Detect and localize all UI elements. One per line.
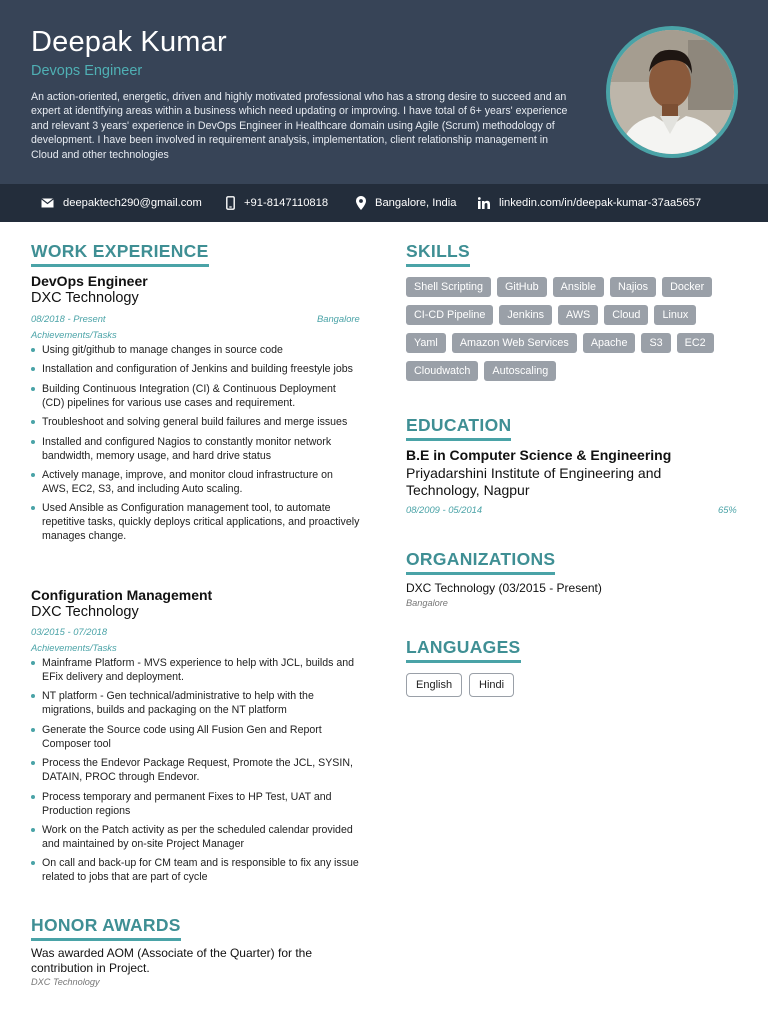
job-title: DevOps Engineer (31, 273, 148, 289)
skill-chip: GitHub (497, 277, 547, 297)
contact-bar (0, 184, 768, 222)
profile-summary: An action-oriented, energetic, driven and highly motivated professional who has a strong desire to succeed and an expert at identifying areas within a business which need updating or improving. I have total of 6+ years' experience and relevant 3 years' experience in DevOps Engineer in Healthcare domain using Agile (Scrum) methodology of development. I have been involved in requirement analysis, implementation, client relationship management in Cloud and other technologies (31, 91, 568, 161)
honor-awards-heading: HONOR AWARDS (31, 915, 181, 941)
organizations-heading: ORGANIZATIONS (406, 549, 555, 575)
education-heading: EDUCATION (406, 415, 511, 441)
organization-name: DXC Technology (03/2015 - Present) (406, 581, 602, 595)
skill-chip: Docker (662, 277, 712, 297)
contact-location (356, 184, 456, 222)
job-role: Devops Engineer (31, 63, 143, 79)
language-tag-english: English (406, 673, 462, 697)
education-school: Priyadarshini Institute of Engineering and Technology, Nagpur (406, 465, 662, 498)
location-pin-icon (356, 196, 366, 210)
list-item: Work on the Patch activity as per the scheduled calendar provided and maintained by on-site Project Manager (31, 823, 361, 851)
skill-chip: Apache (583, 333, 636, 353)
list-item: Troubleshoot and solving general build failures and merge issues (31, 415, 361, 429)
skill-chip: S3 (641, 333, 670, 353)
list-item: Building Continuous Integration (CI) & Continuous Deployment (CD) pipelines for various use cases and requirement. (31, 382, 361, 410)
list-item: Mainframe Platform - MVS experience to help with JCL, builds and EFix delivery and deployment. (31, 656, 361, 684)
person-name: Deepak Kumar (31, 26, 227, 58)
skill-row (406, 361, 746, 381)
job-location: Bangalore (317, 313, 360, 324)
job-tasks-label: Achievements/Tasks (31, 329, 117, 340)
skill-row (406, 277, 746, 297)
skill-chip: Shell Scripting (406, 277, 491, 297)
skill-chip: AWS (558, 305, 598, 325)
job-title: Configuration Management (31, 587, 213, 603)
list-item: On call and back-up for CM team and is responsible to fix any issue related to jobs that are part of cycle (31, 856, 361, 884)
skill-row (406, 333, 746, 353)
phone-icon (226, 196, 235, 210)
skills-list (406, 277, 746, 389)
list-item: Generate the Source code using All Fusion Gen and Report Composer tool (31, 723, 361, 751)
profile-photo (610, 30, 734, 154)
skill-chip: Najios (610, 277, 656, 297)
skill-chip: Cloud (604, 305, 648, 325)
skill-chip: Amazon Web Services (452, 333, 577, 353)
phone-text: +91-8147110818 (244, 197, 329, 209)
job-tasks-label: Achievements/Tasks (31, 642, 117, 653)
profile-photo-frame (606, 26, 738, 158)
list-item: Used Ansible as Configuration management tool, to automate repetitive tasks, quickly deploys critical applications, and proactively manages change. (31, 501, 361, 543)
list-item: Actively manage, improve, and monitor cloud infrastructure on AWS, EC2, S3, and including Auto scaling. (31, 468, 361, 496)
job-bullet-list (31, 343, 361, 549)
email-text: deepaktech290@gmail.com (63, 197, 202, 209)
job-bullet-list (31, 656, 361, 890)
skill-chip: Ansible (553, 277, 604, 297)
skill-row (406, 305, 746, 325)
contact-linkedin[interactable] (478, 184, 701, 222)
list-item: Process temporary and permanent Fixes to HP Test, UAT and Production regions (31, 790, 361, 818)
skill-chip: CI-CD Pipeline (406, 305, 493, 325)
email-icon (41, 198, 54, 208)
contact-phone[interactable] (226, 184, 328, 222)
skill-chip: Cloudwatch (406, 361, 478, 381)
skill-chip: EC2 (677, 333, 714, 353)
education-score: 65% (718, 504, 737, 515)
list-item: Installation and configuration of Jenkins and building freestyle jobs (31, 362, 361, 376)
award-organization: DXC Technology (31, 977, 100, 987)
work-experience-heading: WORK EXPERIENCE (31, 241, 209, 267)
skill-chip: Yaml (406, 333, 446, 353)
resume-header (0, 0, 768, 184)
education-degree: B.E in Computer Science & Engineering (406, 447, 672, 463)
languages-heading: LANGUAGES (406, 637, 521, 663)
job-dates: 03/2015 - 07/2018 (31, 626, 108, 637)
list-item: NT platform - Gen technical/administrative to help with the migrations, builds and packaging on the NT platform (31, 689, 361, 717)
skill-chip: Linux (654, 305, 696, 325)
linkedin-text: linkedin.com/in/deepak-kumar-37aa5657 (499, 197, 702, 209)
award-text: Was awarded AOM (Associate of the Quarter) for the contribution in Project. (31, 946, 313, 975)
language-tag-hindi: Hindi (469, 673, 514, 697)
list-item: Using git/github to manage changes in source code (31, 343, 361, 357)
organization-location: Bangalore (406, 598, 448, 608)
education-dates: 08/2009 - 05/2014 (406, 504, 483, 515)
linkedin-icon (478, 197, 490, 209)
list-item: Installed and configured Nagios to constantly monitor network bandwidth, memory usage, and hard drive status (31, 435, 361, 463)
skill-chip: Autoscaling (484, 361, 556, 381)
list-item: Process the Endevor Package Request, Promote the JCL, SYSIN, DATAIN, PROC through Endevor. (31, 756, 361, 784)
location-text: Bangalore, India (375, 197, 457, 209)
job-company: DXC Technology (31, 290, 139, 306)
job-company: DXC Technology (31, 604, 139, 620)
skill-chip: Jenkins (499, 305, 552, 325)
job-dates: 08/2018 - Present (31, 313, 106, 324)
skills-heading: SKILLS (406, 241, 470, 267)
contact-email[interactable] (41, 184, 202, 222)
